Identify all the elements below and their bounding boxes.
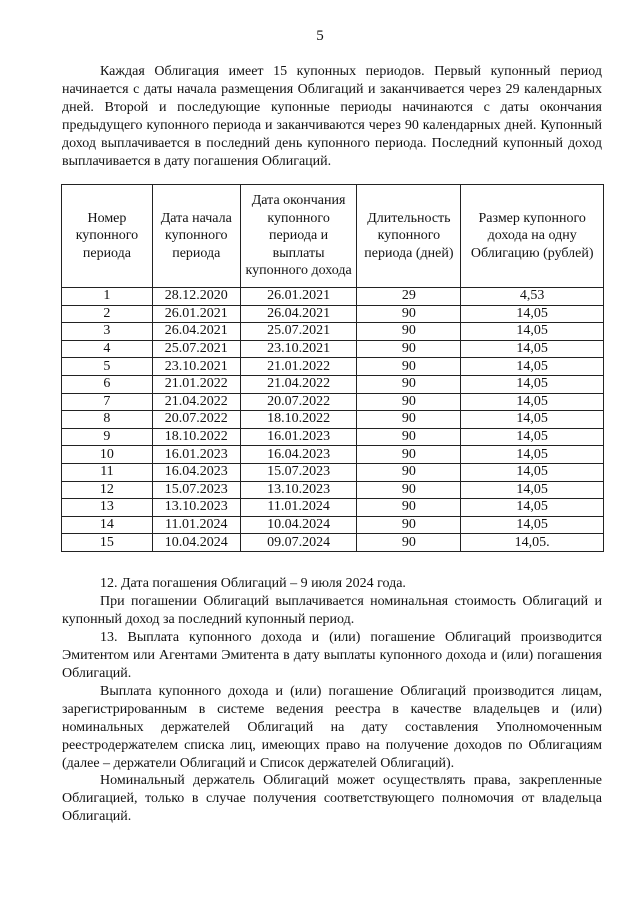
table-row bbox=[62, 305, 604, 323]
cell-start-date: 10.04.2024 bbox=[152, 534, 240, 552]
cell-coupon-number: 14 bbox=[62, 516, 153, 534]
cell-end-date: 09.07.2024 bbox=[240, 534, 357, 552]
cell-duration: 90 bbox=[357, 534, 461, 552]
header-duration: Длительность купонного периода (дней) bbox=[357, 185, 461, 288]
table-row bbox=[62, 481, 604, 499]
table-row bbox=[62, 534, 604, 552]
cell-start-date: 23.10.2021 bbox=[152, 358, 240, 376]
cell-duration: 90 bbox=[357, 393, 461, 411]
cell-coupon-number: 15 bbox=[62, 534, 153, 552]
cell-coupon-number: 4 bbox=[62, 340, 153, 358]
cell-coupon-amount: 4,53 bbox=[461, 288, 604, 306]
cell-coupon-number: 10 bbox=[62, 446, 153, 464]
cell-duration: 90 bbox=[357, 411, 461, 429]
cell-duration: 90 bbox=[357, 463, 461, 481]
cell-end-date: 21.01.2022 bbox=[240, 358, 357, 376]
table-row bbox=[62, 428, 604, 446]
table-row bbox=[62, 463, 604, 481]
cell-end-date: 13.10.2023 bbox=[240, 481, 357, 499]
coupon-schedule-table bbox=[61, 184, 604, 552]
table-row bbox=[62, 288, 604, 306]
section-12-title: 12. Дата погашения Облигаций – 9 июля 2024 года. bbox=[100, 576, 406, 591]
table-row bbox=[62, 393, 604, 411]
cell-end-date: 26.01.2021 bbox=[240, 288, 357, 306]
cell-duration: 90 bbox=[357, 340, 461, 358]
cell-duration: 90 bbox=[357, 446, 461, 464]
cell-start-date: 13.10.2023 bbox=[152, 499, 240, 517]
cell-start-date: 20.07.2022 bbox=[152, 411, 240, 429]
table-row bbox=[62, 323, 604, 341]
cell-start-date: 28.12.2020 bbox=[152, 288, 240, 306]
cell-end-date: 11.01.2024 bbox=[240, 499, 357, 517]
cell-duration: 90 bbox=[357, 428, 461, 446]
table-row bbox=[62, 411, 604, 429]
cell-start-date: 15.07.2023 bbox=[152, 481, 240, 499]
header-end-date: Дата окончания купонного периода и выплаты купонного дохода bbox=[240, 185, 357, 288]
cell-start-date: 26.04.2021 bbox=[152, 323, 240, 341]
cell-coupon-number: 3 bbox=[62, 323, 153, 341]
cell-duration: 29 bbox=[357, 288, 461, 306]
section-13-title: 13. Выплата купонного дохода и (или) погашение Облигаций производится Эмитентом или Агентами Эмитента в дату выплаты купонного дохода и (или) погашения Облигаций. bbox=[62, 630, 602, 681]
cell-coupon-amount: 14,05 bbox=[461, 375, 604, 393]
cell-end-date: 16.01.2023 bbox=[240, 428, 357, 446]
cell-coupon-number: 7 bbox=[62, 393, 153, 411]
cell-duration: 90 bbox=[357, 323, 461, 341]
table-row bbox=[62, 499, 604, 517]
cell-coupon-amount: 14,05 bbox=[461, 446, 604, 464]
cell-coupon-number: 13 bbox=[62, 499, 153, 517]
cell-coupon-amount: 14,05 bbox=[461, 516, 604, 534]
intro-paragraph: Каждая Облигация имеет 15 купонных периодов. Первый купонный период начинается с даты начала размещения Облигаций и заканчивается через 29 календарных дней. Второй и последующие купонные периоды начинаются с даты окончания предыдущего купонного периода и заканчиваются через 90 календарных дней. Купонный доход выплачивается в последний день купонного периода. Последний купонный доход выплачивается в дату погашения Облигаций. bbox=[62, 64, 602, 169]
cell-coupon-number: 9 bbox=[62, 428, 153, 446]
cell-end-date: 23.10.2021 bbox=[240, 340, 357, 358]
cell-coupon-amount: 14,05 bbox=[461, 428, 604, 446]
cell-coupon-amount: 14,05 bbox=[461, 340, 604, 358]
section-13-paragraph-1: Выплата купонного дохода и (или) погашение Облигаций производится лицам, зарегистрированным в системе ведения реестра в качестве владельцев и (или) номинальных держателей Облигаций на дату составления Уполномоченным реестродержателем списка лиц, имеющих право на получение доходов по Облигациям (далее – держатели Облигаций и Список держателей Облигаций). bbox=[62, 684, 602, 771]
cell-duration: 90 bbox=[357, 481, 461, 499]
table-row bbox=[62, 375, 604, 393]
cell-coupon-amount: 14,05 bbox=[461, 393, 604, 411]
table-row bbox=[62, 358, 604, 376]
header-coupon-number: Номер купонного периода bbox=[62, 185, 153, 288]
cell-start-date: 18.10.2022 bbox=[152, 428, 240, 446]
table-row bbox=[62, 340, 604, 358]
cell-end-date: 20.07.2022 bbox=[240, 393, 357, 411]
table-row bbox=[62, 516, 604, 534]
cell-start-date: 21.04.2022 bbox=[152, 393, 240, 411]
cell-coupon-amount: 14,05 bbox=[461, 463, 604, 481]
cell-start-date: 16.04.2023 bbox=[152, 463, 240, 481]
cell-coupon-amount: 14,05 bbox=[461, 481, 604, 499]
section-12-text: При погашении Облигаций выплачивается номинальная стоимость Облигаций и купонный доход за последний купонный период. bbox=[62, 594, 602, 627]
cell-start-date: 26.01.2021 bbox=[152, 305, 240, 323]
cell-duration: 90 bbox=[357, 499, 461, 517]
cell-start-date: 16.01.2023 bbox=[152, 446, 240, 464]
cell-end-date: 15.07.2023 bbox=[240, 463, 357, 481]
cell-end-date: 25.07.2021 bbox=[240, 323, 357, 341]
cell-start-date: 21.01.2022 bbox=[152, 375, 240, 393]
cell-coupon-number: 5 bbox=[62, 358, 153, 376]
cell-end-date: 26.04.2021 bbox=[240, 305, 357, 323]
cell-duration: 90 bbox=[357, 305, 461, 323]
cell-coupon-number: 12 bbox=[62, 481, 153, 499]
page-number: 5 bbox=[316, 28, 324, 44]
cell-coupon-amount: 14,05 bbox=[461, 323, 604, 341]
cell-end-date: 16.04.2023 bbox=[240, 446, 357, 464]
cell-coupon-amount: 14,05. bbox=[461, 534, 604, 552]
cell-coupon-amount: 14,05 bbox=[461, 305, 604, 323]
cell-duration: 90 bbox=[357, 516, 461, 534]
cell-duration: 90 bbox=[357, 358, 461, 376]
cell-coupon-amount: 14,05 bbox=[461, 358, 604, 376]
cell-coupon-amount: 14,05 bbox=[461, 499, 604, 517]
cell-coupon-number: 1 bbox=[62, 288, 153, 306]
table-header-row bbox=[62, 185, 604, 288]
cell-coupon-number: 8 bbox=[62, 411, 153, 429]
cell-coupon-number: 11 bbox=[62, 463, 153, 481]
cell-coupon-number: 6 bbox=[62, 375, 153, 393]
cell-coupon-amount: 14,05 bbox=[461, 411, 604, 429]
cell-duration: 90 bbox=[357, 375, 461, 393]
cell-end-date: 18.10.2022 bbox=[240, 411, 357, 429]
cell-coupon-number: 2 bbox=[62, 305, 153, 323]
cell-end-date: 10.04.2024 bbox=[240, 516, 357, 534]
header-coupon-amount: Размер купонного дохода на одну Облигацию (рублей) bbox=[461, 185, 604, 288]
section-13-paragraph-2: Номинальный держатель Облигаций может осуществлять права, закрепленные Облигацией, только в случае получения соответствующего полномочия от владельца Облигаций. bbox=[62, 773, 602, 824]
cell-end-date: 21.04.2022 bbox=[240, 375, 357, 393]
cell-start-date: 25.07.2021 bbox=[152, 340, 240, 358]
header-start-date: Дата начала купонного периода bbox=[152, 185, 240, 288]
cell-start-date: 11.01.2024 bbox=[152, 516, 240, 534]
table-row bbox=[62, 446, 604, 464]
